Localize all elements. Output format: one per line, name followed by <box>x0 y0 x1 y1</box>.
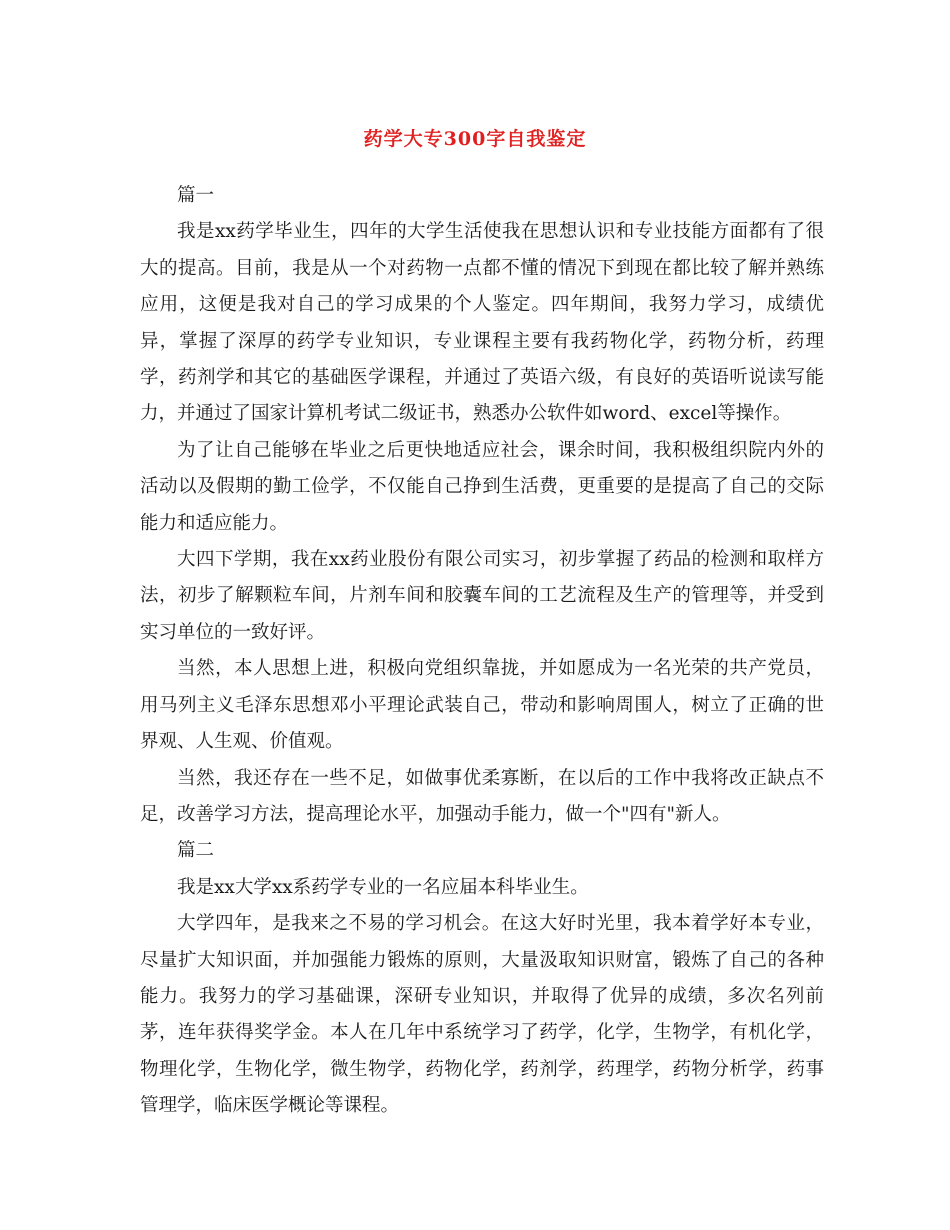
section-heading-1: 篇一 <box>177 185 215 206</box>
paragraph: 当然，我还存在一些不足，如做事优柔寡断，在以后的工作中我将改正缺点不足，改善学习方法，提高理论水平，加强动手能力，做一个"四有"新人。 <box>140 767 824 825</box>
section-heading-2: 篇二 <box>177 840 215 862</box>
paragraph: 大学四年，是我来之不易的学习机会。在这大好时光里，我本着学好本专业，尽量扩大知识面，并加强能力锻炼的原则，大量汲取知识财富，锻炼了自己的各种能力。我努力的学习基础课，深研专业知识，并取得了优异的成绩，多次名列前茅，连年获得奖学金。本人在几年中系统学习了药学，化学，生物学，有机化学，物理化学，生物化学，微生物学，药物化学，药剂学，药理学，药物分析学，药事管理学，临床医学概论等课程。 <box>140 913 824 1117</box>
paragraph: 我是xx大学xx系药学专业的一名应届本科毕业生。 <box>177 876 589 898</box>
paragraph: 为了让自己能够在毕业之后更快地适应社会，课余时间，我积极组织院内外的活动以及假期的勤工俭学，不仅能自己挣到生活费，更重要的是提高了自己的交际能力和适应能力。 <box>140 439 824 534</box>
paragraph: 大四下学期，我在xx药业股份有限公司实习，初步掌握了药品的检测和取样方法，初步了解颗粒车间，片剂车间和胶囊车间的工艺流程及生产的管理等，并受到实习单位的一致好评。 <box>140 549 824 643</box>
paragraph: 我是xx药学毕业生，四年的大学生活使我在思想认识和专业技能方面都有了很大的提高。目前，我是从一个对药物一点都不懂的情况下到现在都比较了解并熟练应用，这便是我对自己的学习成果的个人鉴定。四年期间，我努力学习，成绩优异，掌握了深厚的药学专业知识，专业课程主要有我药物化学，药物分析，药理学，药剂学和其它的基础医学课程，并通过了英语六级，有良好的英语听说读写能力，并通过了国家计算机考试二级证书，熟悉办公软件如word、excel等操作。 <box>140 221 824 425</box>
paragraph: 当然，本人思想上进，积极向党组织靠拢，并如愿成为一名光荣的共产党员，用马列主义毛泽东思想邓小平理论武装自己，带动和影响周围人，树立了正确的世界观、人生观、价值观。 <box>140 658 824 753</box>
document-body <box>140 178 824 1125</box>
document-title: 药学大专300字自我鉴定 <box>363 128 587 150</box>
